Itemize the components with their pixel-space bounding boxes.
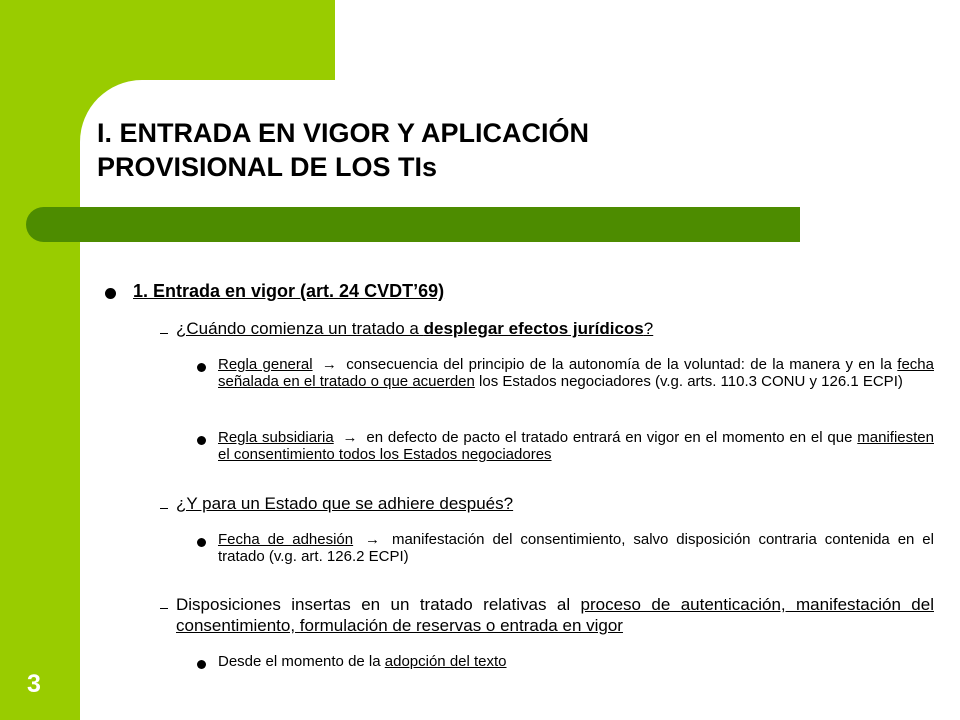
adoption-text: Desde el momento de la: [218, 653, 385, 670]
adoption-underlined: adopción del texto: [384, 653, 507, 670]
dash-bullet-icon: [160, 608, 168, 609]
adhesion-label: Fecha de adhesión: [218, 531, 354, 548]
slide-title: [97, 116, 797, 184]
rule-general-underlined: fecha señalada en el tratado o que acuerden: [218, 356, 934, 390]
bullet-dot-icon: [197, 538, 206, 547]
rule-general-text2: los Estados negociadores (v.g. arts. 110.3 CONU y 126.1 ECPI): [474, 373, 903, 390]
arrow-right-icon: →: [321, 356, 337, 373]
bullet-dot-icon: [197, 660, 206, 669]
dash-bullet-icon: [160, 333, 168, 334]
rule-general-text1: consecuencia del principio de la autonomía de la voluntad: de la manera y en la: [340, 356, 898, 373]
provisions-underlined: proceso de autenticación, manifestación del consentimiento, formulación de reservas o entrada en vigor: [176, 595, 934, 635]
question-effects-pre: ¿Cuándo comienza un tratado a: [176, 319, 424, 338]
page-number: 3: [27, 670, 41, 698]
arrow-right-icon: →: [342, 429, 358, 446]
section-heading: 1. Entrada en vigor (art. 24 CVDT’69): [133, 281, 445, 301]
title-line-2: PROVISIONAL DE LOS TIs: [97, 152, 438, 182]
title-line-1: I. ENTRADA EN VIGOR Y APLICACIÓN: [97, 118, 590, 148]
question-effects-bold: desplegar efectos jurídicos: [423, 319, 644, 338]
rule-subsidiary-text1: en defecto de pacto el tratado entrará en vigor en el momento en el que: [361, 429, 858, 446]
rule-general-label: Regla general: [218, 356, 313, 373]
question-effects: [176, 319, 936, 339]
rule-subsidiary: [218, 429, 934, 463]
adoption: [218, 653, 507, 670]
title-bar: [64, 207, 800, 242]
rule-subsidiary-label: Regla subsidiaria: [218, 429, 334, 446]
bullet-dot-icon: [197, 363, 206, 372]
rule-general: [218, 356, 934, 390]
provisions-text: Disposiciones insertas en un tratado relativas al: [176, 595, 581, 614]
adhesion-date: [218, 531, 934, 565]
bullet-dot-icon: [105, 288, 116, 299]
arrow-right-icon: →: [365, 531, 381, 548]
provisions: [176, 594, 934, 636]
adhesion-text: manifestación del consentimiento, salvo disposición contraria contenida en el tratado (v.g. art. 126.2 ECPI): [218, 531, 934, 565]
question-adhesion: ¿Y para un Estado que se adhiere después?: [176, 494, 514, 513]
rule-subsidiary-underlined: manifiesten el consentimiento todos los Estados negociadores: [218, 429, 934, 463]
question-effects-post: ?: [643, 319, 654, 338]
bullet-dot-icon: [197, 436, 206, 445]
dash-bullet-icon: [160, 508, 168, 509]
